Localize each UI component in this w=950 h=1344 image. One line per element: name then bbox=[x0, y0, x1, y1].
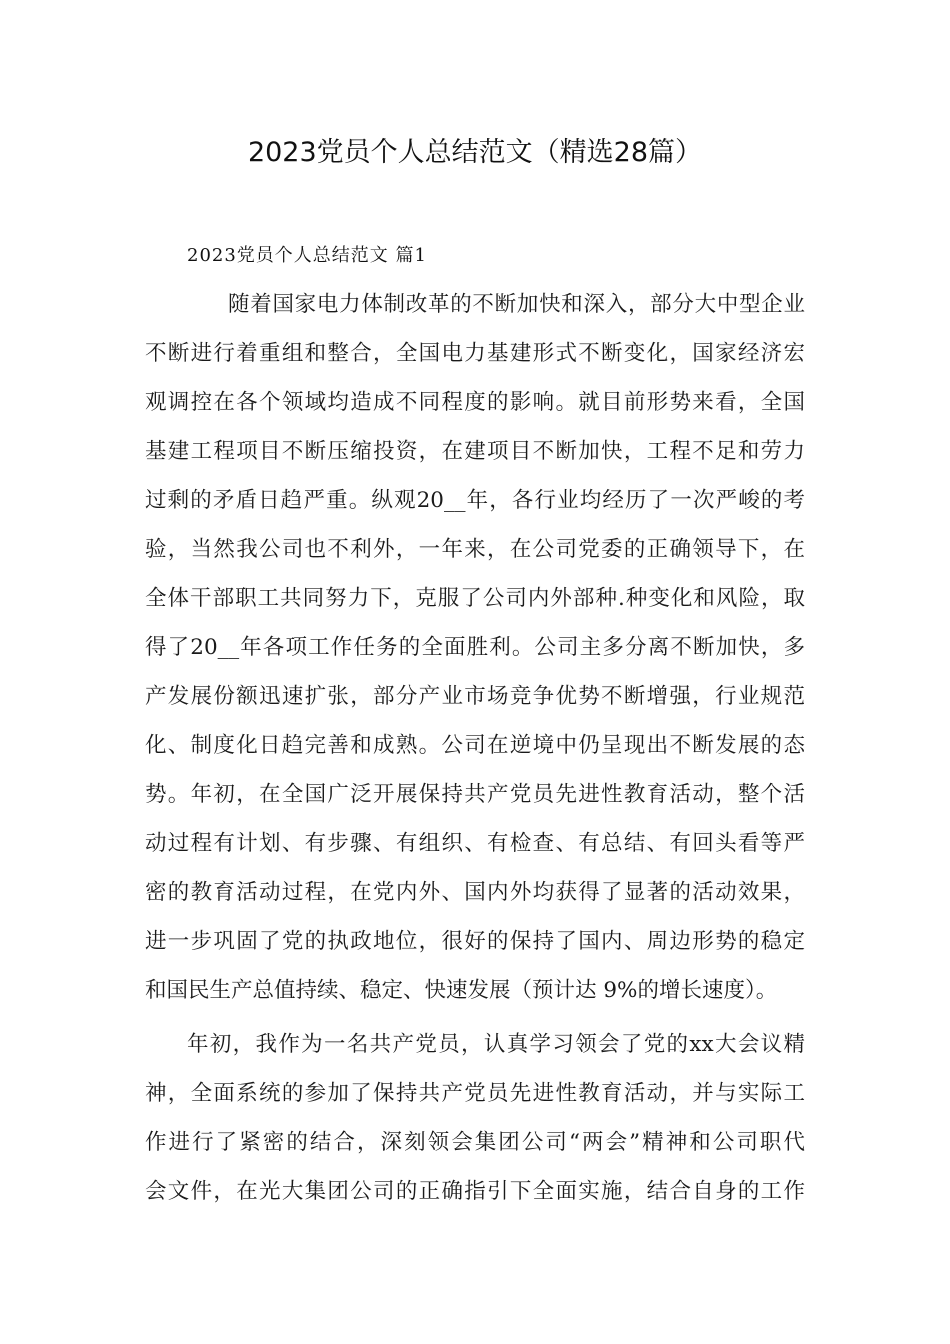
paragraph-line: 会文件，在光大集团公司的正确指引下全面实施，结合自身的工作 bbox=[145, 1179, 805, 1204]
paragraph-line: 年初，我作为一名共产党员，认真学习领会了党的xx大会议精 bbox=[187, 1032, 805, 1057]
document-title: 2023党员个人总结范文（精选28篇） bbox=[247, 137, 703, 168]
paragraph-line: 观调控在各个领域均造成不同程度的影响。就目前形势来看，全国 bbox=[145, 390, 805, 415]
paragraph-line: 化、制度化日趋完善和成熟。公司在逆境中仍呈现出不断发展的态 bbox=[145, 733, 805, 758]
paragraph-line: 和国民生产总值持续、稳定、快速发展（预计达 9%的增长速度）。 bbox=[145, 978, 778, 1003]
paragraph-line: 验，当然我公司也不利外，一年来，在公司党委的正确领导下，在 bbox=[145, 537, 805, 562]
paragraph-line: 全体干部职工共同努力下，克服了公司内外部种.种变化和风险，取 bbox=[145, 586, 805, 611]
paragraph-line: 随着国家电力体制改革的不断加快和深入，部分大中型企业 bbox=[228, 292, 805, 317]
paragraph-line: 得了20__年各项工作任务的全面胜利。公司主多分离不断加快，多 bbox=[145, 635, 805, 660]
paragraph-line: 神，全面系统的参加了保持共产党员先进性教育活动，并与实际工 bbox=[145, 1081, 805, 1106]
paragraph-line: 基建工程项目不断压缩投资，在建项目不断加快，工程不足和劳力 bbox=[145, 439, 805, 464]
paragraph-line: 密的教育活动过程，在党内外、国内外均获得了显著的活动效果， bbox=[145, 880, 805, 905]
paragraph-line: 不断进行着重组和整合，全国电力基建形式不断变化，国家经济宏 bbox=[145, 341, 805, 366]
paragraph-line: 过剩的矛盾日趋严重。纵观20__年，各行业均经历了一次严峻的考 bbox=[145, 488, 805, 513]
paragraph-line: 作进行了紧密的结合，深刻领会集团公司“两会”精神和公司职代 bbox=[145, 1130, 805, 1155]
paragraph-line: 动过程有计划、有步骤、有组织、有检查、有总结、有回头看等严 bbox=[145, 831, 805, 856]
section-heading: 2023党员个人总结范文 篇1 bbox=[187, 245, 427, 266]
paragraph-line: 势。年初，在全国广泛开展保持共产党员先进性教育活动，整个活 bbox=[145, 782, 805, 807]
paragraph-line: 进一步巩固了党的执政地位，很好的保持了国内、周边形势的稳定 bbox=[145, 929, 805, 954]
paragraph-line: 产发展份额迅速扩张，部分产业市场竞争优势不断增强，行业规范 bbox=[145, 684, 805, 709]
